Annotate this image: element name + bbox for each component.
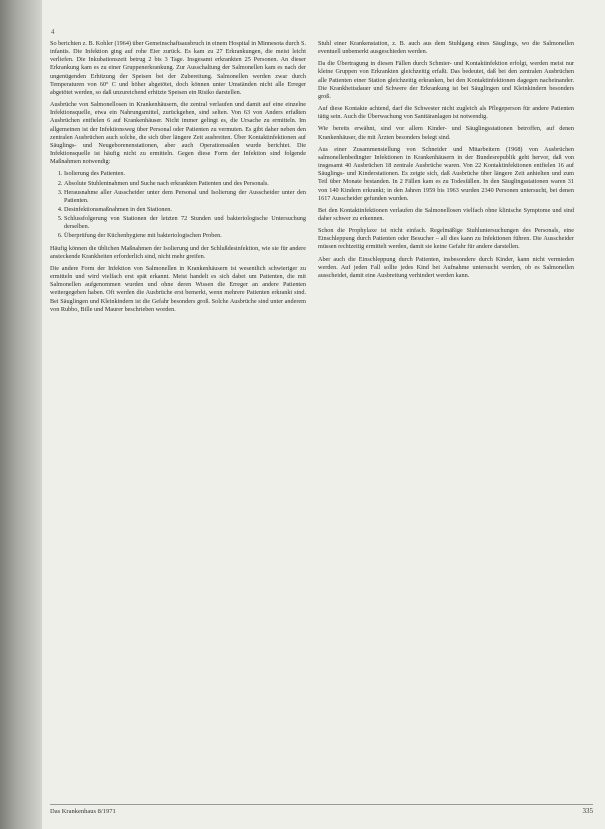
paragraph: Da die Übertragung in diesen Fällen durch Schmier- und Kontaktinfektion erfolgt, werden meist nur kleine Gruppen von Erkrankten gleichzeitig erfaßt. Das bedeutet, daß bei den zentralen Ausbrüchen alle Patienten einer Station gleichzeitig erkranken, bei den Kontaktinfektionen dagegen nacheinander. Die Krankheitsdauer und Schwere der Erkrankung ist bei Säuglingen und Kleinkindern besonders groß. xyxy=(318,60,574,100)
paragraph: Häufig können die üblichen Maßnahmen der Isolierung und der Schlußdesinfektion, wie sie für andere ansteckende Krankheiten erforderlich sind, nicht mehr greifen. xyxy=(50,244,306,260)
page-mark: 4 xyxy=(51,28,55,36)
document-page xyxy=(42,0,605,829)
journal-name: Das Krankenhaus 8/1971 xyxy=(50,808,116,815)
list-item: 5. Schlussfolgerung von Stationen der letzten 72 Stunden und bakteriologische Untersuchung derselben. xyxy=(64,215,306,231)
paragraph: Bei den Kontaktinfektionen verlaufen die Salmonellosen vielfach ohne klinische Symptome und sind daher schwer zu erkennen. xyxy=(318,206,574,222)
right-column xyxy=(318,40,574,810)
paragraph: So berichten z. B. Kohler (1964) über Gemeinschaftsausbruch in einem Hospital in Minnesota durch S. infantis. Die Infektion ging auf rohe Eier zurück. Es kam zu 27 Erkrankungen, die meist leicht verliefen. Die Inkubationszeit betrug 2 bis 3 Tage. Insgesamt erkrankten 25 Personen. An dieser Erkrankung kam es zu einer Gruppenerkrankung. Zur Ausschaltung der Salmonellen kam es nach der ungenügenden Erhitzung der Speisen bei der Zubereitung. Salmonellen werden zwar durch Temperaturen von 60° C und höher abgetötet, doch können unter Umständen nicht alle Erreger abgetötet werden, so daß unzureichend erhitzte Speisen ein Risiko darstellen. xyxy=(50,40,306,96)
list-item: 1. Isolierung des Patienten. xyxy=(64,170,306,178)
page-number: 335 xyxy=(582,807,593,815)
list-item: 3. Herausnahme aller Ausscheider unter dem Personal und Isolierung der Ausscheider unter den Patienten. xyxy=(64,189,306,205)
scan-edge xyxy=(0,0,42,829)
list-item: 2. Absolute Stuhlentnahmen und Suche nach erkrankten Patienten und des Personals. xyxy=(64,180,306,188)
measures-list xyxy=(50,170,306,240)
paragraph: Aber auch die Einschleppung durch Patienten, insbesondere durch Kinder, kann nicht vermieden werden. Auf jeden Fall sollte jedes Kind bei Aufnahme untersucht werden, ob es Salmonellen ausscheidet, damit eine Ausbreitung verhindert werden kann. xyxy=(318,255,574,279)
list-item: 4. Desinfektionsmaßnahmen in den Stationen. xyxy=(64,206,306,214)
left-column xyxy=(50,40,306,810)
footer-rule xyxy=(50,804,593,805)
paragraph: Aus einer Zusammenstellung von Schneider und Mitarbeitern (1968) von Ausbrüchen salmonellenbedingter Infektionen in Krankenhäusern in der Bundesrepublik geht hervor, daß von insgesamt 40 Ausbrüchen 18 zentrale Ausbrüche waren. Von 22 Kontaktinfektionen entfielen 16 auf Säuglings- und Kinderstationen. Es zeigte sich, daß Ausbrüche über längere Zeit anhielten und zum Teil über Monate bestanden. In 2 Fällen kam es zu Todesfällen. In den Säuglingsstationen waren 31 von 140 Kindern erkrankt; in den Jahren 1959 bis 1963 wurden 2340 Personen untersucht, bei denen 1617 Ausscheider gefunden wurden. xyxy=(318,145,574,202)
list-item: 6. Überprüfung der Küchenhygiene mit bakteriologischen Proben. xyxy=(64,232,306,240)
paragraph: Ausbrüche von Salmonellosen in Krankenhäusern, die zentral verlaufen und damit auf eine einzelne Infektionsquelle, etwa ein Nahrungsmittel, zurückgehen, sind selten. Von 63 von Anders erfaßten Ausbrüchen entfielen 6 auf Krankenhäuser. Nicht immer gelingt es, die Ursache zu ermitteln. Im allgemeinen ist der Infektionsweg über Personal oder Patienten zu vermuten. Es gibt daher neben den zentralen Ausbrüchen auch solche, die sich über längere Zeit ausbreiten. Über Kontaktinfektionen auf Säuglings- und Neugeborenenstationen, aber auch Operationssälen wurde berichtet. Die Infektionsquelle ist häufig nicht zu ermitteln. Gegen diese Form der Infektion sind folgende Maßnahmen notwendig: xyxy=(50,101,306,166)
paragraph: Schon die Prophylaxe ist nicht einfach. Regelmäßige Stuhluntersuchungen des Personals, eine Einschleppung durch Patienten oder Besucher – all dies kann zu Infektionen führen. Die Ausscheider müssen rechtzeitig ermittelt werden, damit sie keine Gefahr für andere darstellen. xyxy=(318,227,574,251)
paragraph: Wie bereits erwähnt, sind vor allem Kinder- und Säuglingsstationen betroffen, auf denen Krankenhäuser, die mit Ärzten besonders belegt sind. xyxy=(318,125,574,141)
paragraph: Stuhl einer Krankenstation, z. B. auch aus dem Stuhlgang eines Säuglings, wo die Salmonellen eventuell unbemerkt ausgeschieden werden. xyxy=(318,40,574,56)
paragraph: Die andere Form der Infektion von Salmonellen in Krankenhäusern ist wesentlich schwieriger zu ermitteln und wird vielfach erst spät erkannt. Meist handelt es sich dabei um Patienten, die mit Salmonellen aufgenommen wurden und ohne deren Wissen die Erreger an andere Patienten weitergegeben haben. Oft werden die Ausbrüche erst bemerkt, wenn mehrere Patienten erkrankt sind. Bei Säuglingen und Kleinkindern ist die Gefahr besonders groß. Solche Ausbrüche sind unter anderem von Rubbo, Bille und Maurer beschrieben worden. xyxy=(50,264,306,313)
paragraph: Auf diese Kontakte achtend, darf die Schwester nicht zugleich als Pflegeperson für andere Patienten tätig sein. Auch die Überwachung von Sanitäranlagen ist notwendig. xyxy=(318,105,574,121)
